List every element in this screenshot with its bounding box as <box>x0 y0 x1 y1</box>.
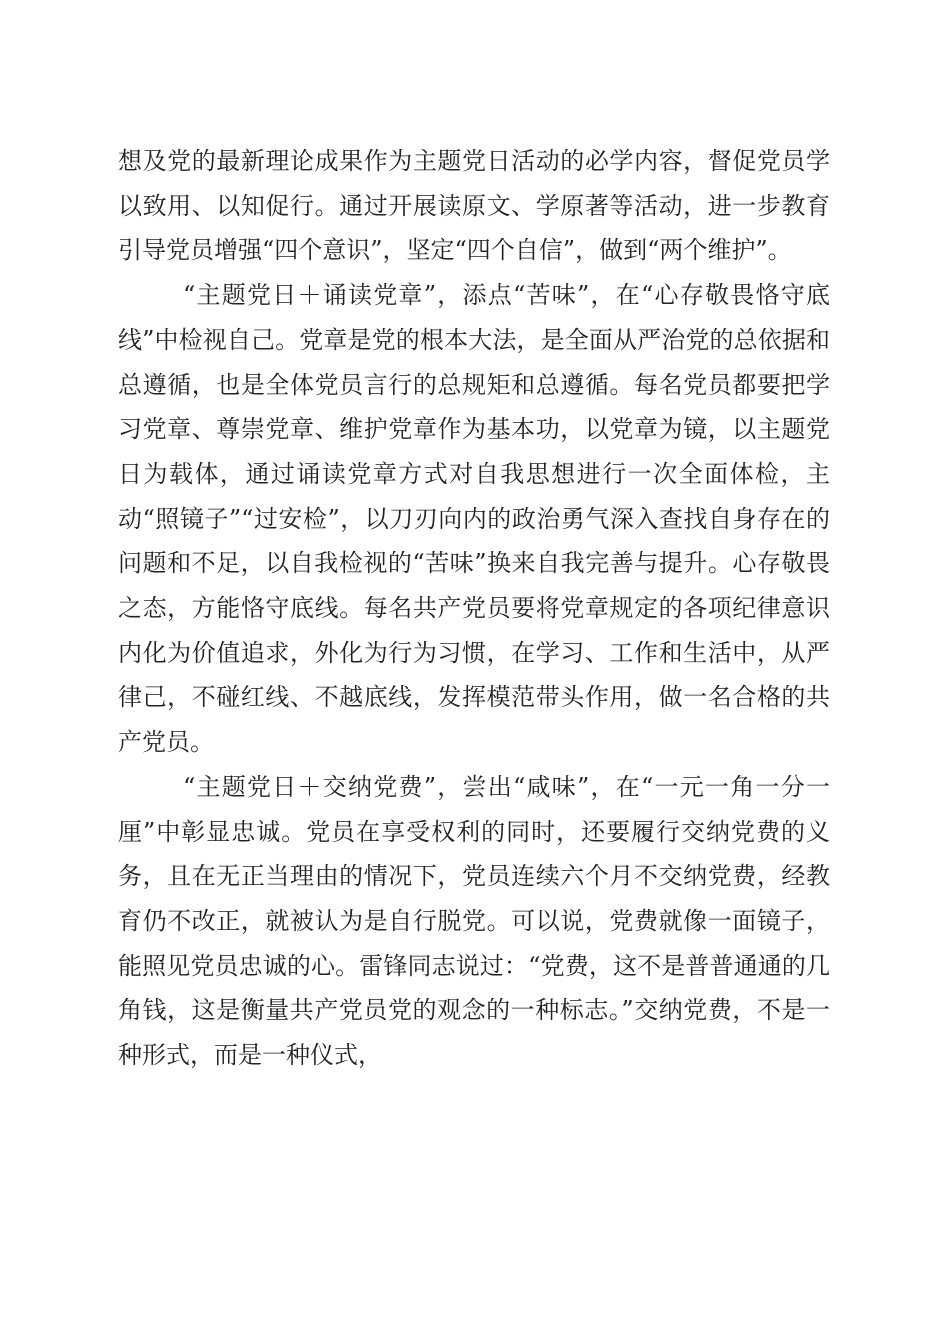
paragraph-3: “主题党日＋交纳党费”，尝出“咸味”，在“一元一角一分一厘”中彰显忠诚。党员在享受权利的同时，还要履行交纳党费的义务，且在无正当理由的情况下，党员连续六个月不交纳党费，经教育仍不改正，就被认为是自行脱党。可以说，党费就像一面镜子，能照见党员忠诚的心。雷锋同志说过：“党费，这不是普普通通的几角钱，这是衡量共产党员党的观念的一种标志。”交纳党费，不是一种形式，而是一种仪式， <box>118 772 830 1070</box>
paragraph-1: 想及党的最新理论成果作为主题党日活动的必学内容，督促党员学以致用、以知促行。通过开展读原文、学原著等活动，进一步教育引导党员增强“四个意识”，坚定“四个自信”，做到“两个维护”。 <box>118 147 830 265</box>
body-text <box>118 139 830 1078</box>
paragraph-2: “主题党日＋诵读党章”，添点“苦味”，在“心存敬畏恪守底线”中检视自己。党章是党的根本大法，是全面从严治党的总依据和总遵循，也是全体党员言行的总规矩和总遵循。每名党员都要把学习党章、尊崇党章、维护党章作为基本功，以党章为镜，以主题党日为载体，通过诵读党章方式对自我思想进行一次全面体检，主动“照镜子”“过安检”，以刀刃向内的政治勇气深入查找自身存在的问题和不足，以自我检视的“苦味”换来自我完善与提升。心存敬畏之态，方能恪守底线。每名共产党员要将党章规定的各项纪律意识内化为价值追求，外化为行为习惯，在学习、工作和生活中，从严律己，不碰红线、不越底线，发挥模范带头作用，做一名合格的共产党员。 <box>118 281 830 757</box>
